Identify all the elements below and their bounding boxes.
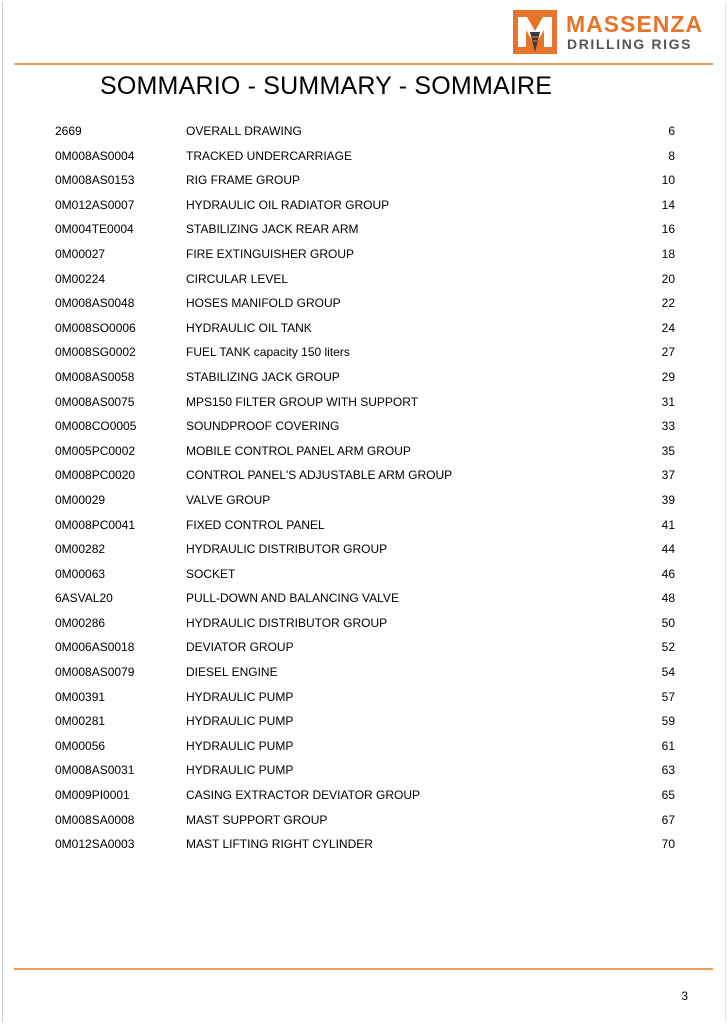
toc-row[interactable] [55, 270, 675, 295]
toc-description: CASING EXTRACTOR DEVIATOR GROUP [186, 788, 421, 803]
toc-code: 0M012AS0007 [55, 197, 135, 212]
toc-description: HYDRAULIC DISTRIBUTOR GROUP [186, 615, 388, 630]
toc-row[interactable] [55, 466, 675, 491]
toc-code: 0M006AS0018 [55, 640, 135, 655]
massenza-m-logo-icon [513, 10, 557, 54]
toc-row[interactable] [55, 294, 675, 319]
toc-code: 0M008PC0041 [55, 517, 136, 532]
toc-page-number: 8 [668, 148, 675, 163]
toc-row[interactable] [55, 319, 675, 344]
toc-code: 0M008SG0002 [55, 345, 136, 360]
toc-code: 0M00286 [55, 615, 106, 630]
toc-page-number: 48 [661, 591, 675, 606]
toc-code: 0M00391 [55, 689, 106, 704]
toc-row[interactable] [55, 835, 675, 860]
toc-description: TRACKED UNDERCARRIAGE [186, 148, 353, 163]
toc-row[interactable] [55, 638, 675, 663]
toc-page-number: 44 [661, 542, 675, 557]
toc-page-number: 14 [661, 197, 675, 212]
toc-row[interactable] [55, 663, 675, 688]
toc-row[interactable] [55, 811, 675, 836]
toc-description: HYDRAULIC OIL TANK [186, 320, 312, 335]
toc-description: OVERALL DRAWING [186, 124, 302, 138]
toc-row[interactable] [55, 761, 675, 786]
toc-row[interactable] [55, 220, 675, 245]
toc-code: 0M00282 [55, 542, 106, 557]
toc-code: 0M004TE0004 [55, 222, 134, 237]
toc-row[interactable] [55, 688, 675, 713]
page-number: 3 [681, 989, 688, 1003]
toc-description: SOUNDPROOF COVERING [186, 419, 340, 434]
toc-description: HYDRAULIC OIL RADIATOR GROUP [186, 197, 390, 212]
toc-code: 0M008AS0079 [55, 665, 135, 680]
toc-page-number: 16 [661, 222, 675, 237]
toc-code: 0M00056 [55, 738, 106, 753]
toc-row[interactable] [55, 712, 675, 737]
toc-description: HYDRAULIC PUMP [186, 714, 294, 729]
toc-page-number: 54 [661, 665, 675, 680]
toc-row[interactable] [55, 786, 675, 811]
toc-code: 0M00027 [55, 246, 106, 261]
brand-tagline: DRILLING RIGS [567, 36, 693, 52]
toc-code: 0M00063 [55, 566, 106, 581]
toc-page-number: 46 [661, 566, 675, 581]
toc-row[interactable] [55, 491, 675, 516]
toc-code: 0M008AS0075 [55, 394, 135, 409]
toc-page-number: 20 [661, 271, 675, 286]
toc-code: 0M008AS0004 [55, 148, 135, 163]
toc-row[interactable] [55, 122, 675, 147]
toc-page-number: 37 [661, 468, 675, 483]
page-title: SOMMARIO - SUMMARY - SOMMAIRE [100, 72, 553, 100]
toc-page-number: 22 [661, 296, 675, 311]
toc-description: HYDRAULIC PUMP [186, 689, 294, 704]
toc-description: STABILIZING JACK REAR ARM [186, 222, 359, 237]
toc-code: 0M00224 [55, 271, 106, 286]
toc-description: CIRCULAR LEVEL [186, 271, 289, 286]
toc-description: FIXED CONTROL PANEL [186, 517, 325, 532]
toc-page-number: 61 [661, 738, 675, 753]
toc-code: 0M008AS0031 [55, 763, 135, 778]
toc-page-number: 29 [661, 369, 675, 384]
toc-code: 2669 [55, 124, 82, 138]
toc-page-number: 57 [661, 689, 675, 704]
toc-code: 0M005PC0002 [55, 443, 136, 458]
toc-row[interactable] [55, 442, 675, 467]
toc-description: FIRE EXTINGUISHER GROUP [186, 246, 355, 261]
toc-description: HOSES MANIFOLD GROUP [186, 296, 341, 311]
toc-code: 0M008CO0005 [55, 419, 137, 434]
toc-page-number: 35 [661, 443, 675, 458]
toc-page-number: 59 [661, 714, 675, 729]
toc-row[interactable] [55, 393, 675, 418]
toc-code: 0M008AS0153 [55, 173, 135, 188]
toc-page-number: 67 [661, 812, 675, 827]
toc-code: 0M008PC0020 [55, 468, 136, 483]
toc-row[interactable] [55, 245, 675, 270]
toc-row[interactable] [55, 417, 675, 442]
toc-page-number: 27 [661, 345, 675, 360]
toc-row[interactable] [55, 589, 675, 614]
toc-page-number: 18 [661, 246, 675, 261]
toc-row[interactable] [55, 516, 675, 541]
toc-description: DIESEL ENGINE [186, 665, 278, 680]
toc-page-number: 41 [661, 517, 675, 532]
toc-description: DEVIATOR GROUP [186, 640, 294, 655]
toc-row[interactable] [55, 614, 675, 639]
toc-code: 0M008SO0006 [55, 320, 136, 335]
toc-description: SOCKET [186, 566, 236, 581]
toc-description: HYDRAULIC PUMP [186, 738, 294, 753]
toc-description: PULL-DOWN AND BALANCING VALVE [186, 591, 399, 606]
toc-description: STABILIZING JACK GROUP [186, 369, 340, 384]
toc-page-number: 24 [661, 320, 675, 335]
toc-row[interactable] [55, 147, 675, 172]
header-divider [14, 63, 713, 65]
toc-page-number: 6 [668, 124, 675, 138]
toc-description: MAST SUPPORT GROUP [186, 812, 328, 827]
toc-page-number: 52 [661, 640, 675, 655]
toc-code: 0M009PI0001 [55, 788, 130, 803]
toc-description: MOBILE CONTROL PANEL ARM GROUP [186, 443, 411, 458]
toc-code: 6ASVAL20 [55, 591, 113, 606]
brand-logo [513, 10, 713, 54]
table-of-contents [55, 122, 675, 860]
toc-description: HYDRAULIC DISTRIBUTOR GROUP [186, 542, 388, 557]
toc-description: MPS150 FILTER GROUP WITH SUPPORT [186, 394, 419, 409]
toc-code: 0M012SA0003 [55, 837, 135, 852]
toc-row[interactable] [55, 171, 675, 196]
toc-page-number: 33 [661, 419, 675, 434]
toc-code: 0M008SA0008 [55, 812, 135, 827]
toc-code: 0M00281 [55, 714, 106, 729]
toc-row[interactable] [55, 540, 675, 565]
toc-page-number: 65 [661, 788, 675, 803]
toc-row[interactable] [55, 196, 675, 221]
toc-page-number: 10 [661, 173, 675, 188]
toc-description: CONTROL PANEL'S ADJUSTABLE ARM GROUP [186, 468, 453, 483]
brand-name: MASSENZA [566, 11, 704, 37]
toc-code: 0M008AS0058 [55, 369, 135, 384]
footer-divider [14, 968, 713, 970]
toc-code: 0M008AS0048 [55, 296, 135, 311]
toc-description: HYDRAULIC PUMP [186, 763, 294, 778]
toc-page-number: 50 [661, 615, 675, 630]
toc-description: MAST LIFTING RIGHT CYLINDER [186, 837, 373, 852]
toc-row[interactable] [55, 565, 675, 590]
toc-code: 0M00029 [55, 492, 106, 507]
toc-row[interactable] [55, 737, 675, 762]
toc-description: FUEL TANK capacity 150 liters [186, 345, 350, 360]
toc-page-number: 63 [661, 763, 675, 778]
toc-description: VALVE GROUP [186, 492, 271, 507]
toc-row[interactable] [55, 343, 675, 368]
toc-row[interactable] [55, 368, 675, 393]
toc-page-number: 31 [661, 394, 675, 409]
toc-page-number: 39 [661, 492, 675, 507]
toc-description: RIG FRAME GROUP [186, 173, 301, 188]
toc-page-number: 70 [661, 837, 675, 852]
